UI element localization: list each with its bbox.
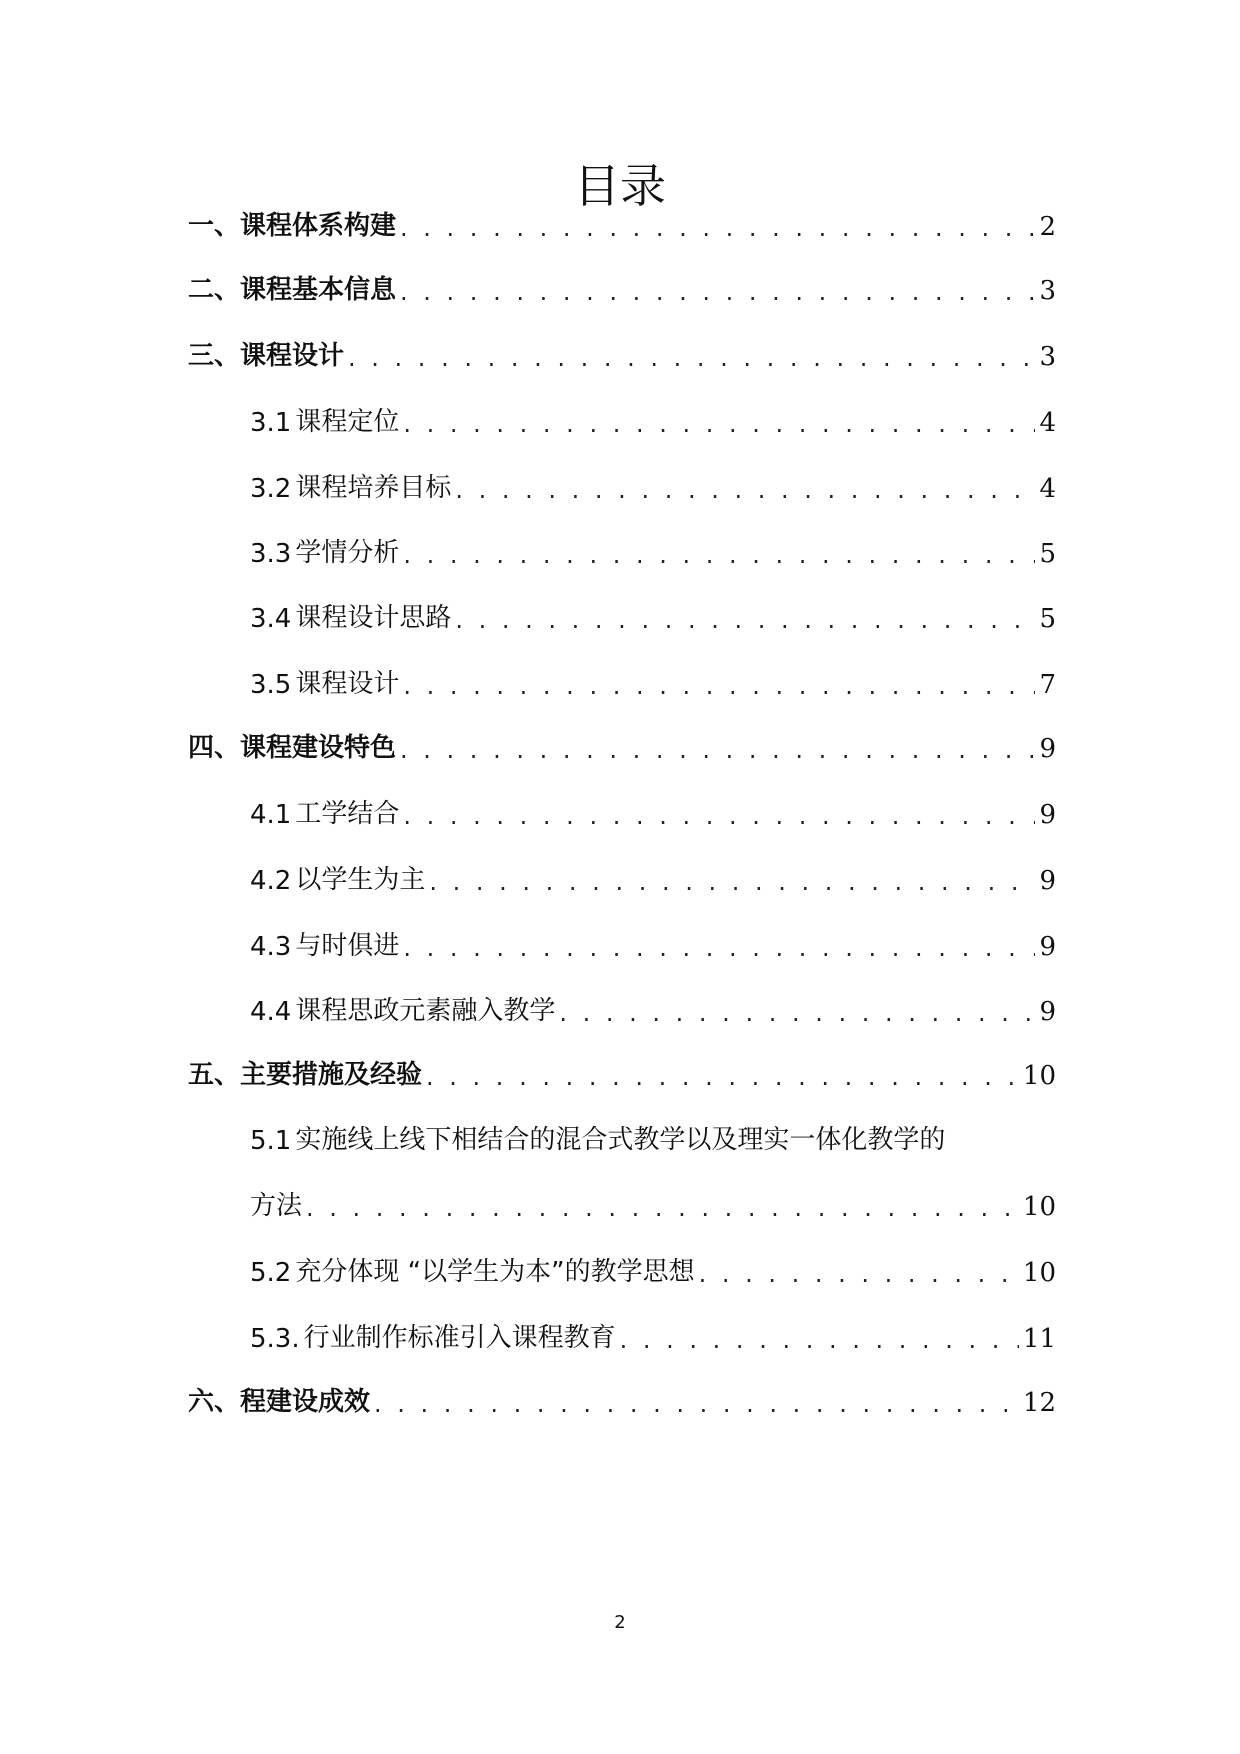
toc-entry-number: 二、: [188, 275, 241, 305]
toc-entry-page: 9: [1039, 932, 1056, 962]
toc-entry-5-1-continued[interactable]: [250, 1178, 1056, 1222]
toc-entry-5-2[interactable]: [250, 1244, 1056, 1288]
toc-entry-label: 行业制作标准引入课程教育: [303, 1323, 616, 1353]
toc-entry-3-3[interactable]: [250, 525, 1056, 569]
toc-entry-page: 12: [1022, 1388, 1056, 1418]
toc-entry-page: 9: [1039, 800, 1056, 830]
toc-entry-number: 3.2: [250, 474, 292, 504]
toc-entry-number: 三、: [188, 341, 241, 371]
toc-entry-number: 5.1: [250, 1126, 292, 1156]
toc-entry-number: 3.5: [250, 670, 292, 700]
toc-entry-number: 五、: [188, 1060, 241, 1090]
toc-entry-label: 实施线上线下相结合的混合式教学以及理实一体化教学的: [295, 1125, 946, 1155]
toc-entry-label: 课程基本信息: [240, 275, 397, 305]
toc-entry-3-1[interactable]: [250, 394, 1056, 438]
footer-page-number: 2: [614, 1612, 626, 1633]
toc-entry-number: 4.3: [250, 932, 292, 962]
toc-entry-number: 4.2: [250, 866, 292, 896]
toc-entry-number: 六、: [188, 1387, 241, 1417]
dot-leader: [403, 410, 1035, 438]
toc-entry-label: 课程设计: [240, 341, 345, 371]
dot-leader: [403, 672, 1035, 700]
toc-entry-4-1[interactable]: [250, 786, 1056, 830]
toc-entry-number: 3.1: [250, 408, 292, 438]
toc-entry-page: 10: [1022, 1061, 1056, 1091]
toc-entry-number: 5.2: [250, 1258, 292, 1288]
dot-leader: [306, 1194, 1019, 1222]
dot-leader: [455, 476, 1035, 504]
toc-entry-page: 3: [1039, 342, 1056, 372]
toc-entry-page: 4: [1039, 474, 1056, 504]
toc-entry-3-4[interactable]: [250, 590, 1056, 634]
toc-entry-number: 3.4: [250, 604, 292, 634]
dot-leader: [348, 344, 1035, 372]
toc-entry-5-1[interactable]: [250, 1112, 1056, 1156]
toc-entry-number: 4.4: [250, 997, 292, 1027]
dot-leader: [620, 1326, 1019, 1354]
dot-leader: [403, 541, 1035, 569]
dot-leader: [374, 1390, 1019, 1418]
toc-entry-label: 与时俱进: [295, 931, 400, 961]
dot-leader: [559, 999, 1035, 1027]
toc-entry-page: 9: [1039, 734, 1056, 764]
dot-leader: [403, 802, 1035, 830]
dot-leader: [426, 1063, 1019, 1091]
toc-entry-6[interactable]: [188, 1374, 1056, 1418]
toc-entry-page: 11: [1022, 1324, 1056, 1354]
toc-entry-number: 3.3: [250, 539, 292, 569]
toc-entry-1[interactable]: [188, 198, 1056, 242]
toc-entry-4-2[interactable]: [250, 852, 1056, 896]
toc-entry-label: 课程建设特色: [240, 733, 397, 763]
toc-entry-number: 5.3.: [250, 1324, 300, 1354]
toc-entry-2[interactable]: [188, 262, 1056, 306]
toc-entry-page: 9: [1039, 997, 1056, 1027]
toc-entry-number: 一、: [188, 211, 241, 241]
toc-entry-label: 程建设成效: [240, 1387, 371, 1417]
toc-entry-5[interactable]: [188, 1047, 1056, 1091]
toc-entry-3-5[interactable]: [250, 656, 1056, 700]
toc-entry-label: 课程体系构建: [240, 211, 397, 241]
toc-entry-4-3[interactable]: [250, 918, 1056, 962]
toc-entry-label: 主要措施及经验: [240, 1060, 423, 1090]
toc-entry-4-4[interactable]: [250, 983, 1056, 1027]
toc-entry-label: 学情分析: [295, 538, 400, 568]
toc-entry-label: 课程设计: [295, 669, 400, 699]
toc-entry-page: 7: [1039, 670, 1056, 700]
toc-entry-5-3[interactable]: [250, 1310, 1056, 1354]
toc-entry-label: 课程设计思路: [295, 603, 452, 633]
toc-entry-label: 课程定位: [295, 407, 400, 437]
toc-entry-number: 四、: [188, 733, 241, 763]
dot-leader: [455, 606, 1035, 634]
toc-entry-page: 10: [1022, 1192, 1056, 1222]
toc-entry-page: 4: [1039, 408, 1056, 438]
dot-leader: [699, 1260, 1019, 1288]
toc-title: 目录: [574, 159, 666, 213]
dot-leader: [403, 934, 1035, 962]
toc-entry-number: 4.1: [250, 800, 292, 830]
dot-leader: [429, 868, 1035, 896]
toc-entry-label: 课程培养目标: [295, 473, 452, 503]
toc-entry-page: 5: [1039, 539, 1056, 569]
toc-entry-page: 9: [1039, 866, 1056, 896]
toc-entry-page: 10: [1022, 1258, 1056, 1288]
toc-entry-3[interactable]: [188, 328, 1056, 372]
dot-leader: [400, 214, 1035, 242]
dot-leader: [400, 736, 1035, 764]
toc-entry-page: 3: [1039, 276, 1056, 306]
toc-entry-3-2[interactable]: [250, 460, 1056, 504]
toc-entry-label-continued: 方法: [250, 1191, 303, 1221]
toc-entry-label: 充分体现 “以学生为本”的教学思想: [295, 1257, 695, 1287]
toc-entry-label: 课程思政元素融入教学: [295, 996, 556, 1026]
toc-entry-label: 工学结合: [295, 799, 400, 829]
toc-entry-label: 以学生为主: [295, 865, 426, 895]
toc-entry-page: 5: [1039, 604, 1056, 634]
dot-leader: [400, 278, 1035, 306]
toc-entry-4[interactable]: [188, 720, 1056, 764]
toc-entry-page: 2: [1039, 212, 1056, 242]
